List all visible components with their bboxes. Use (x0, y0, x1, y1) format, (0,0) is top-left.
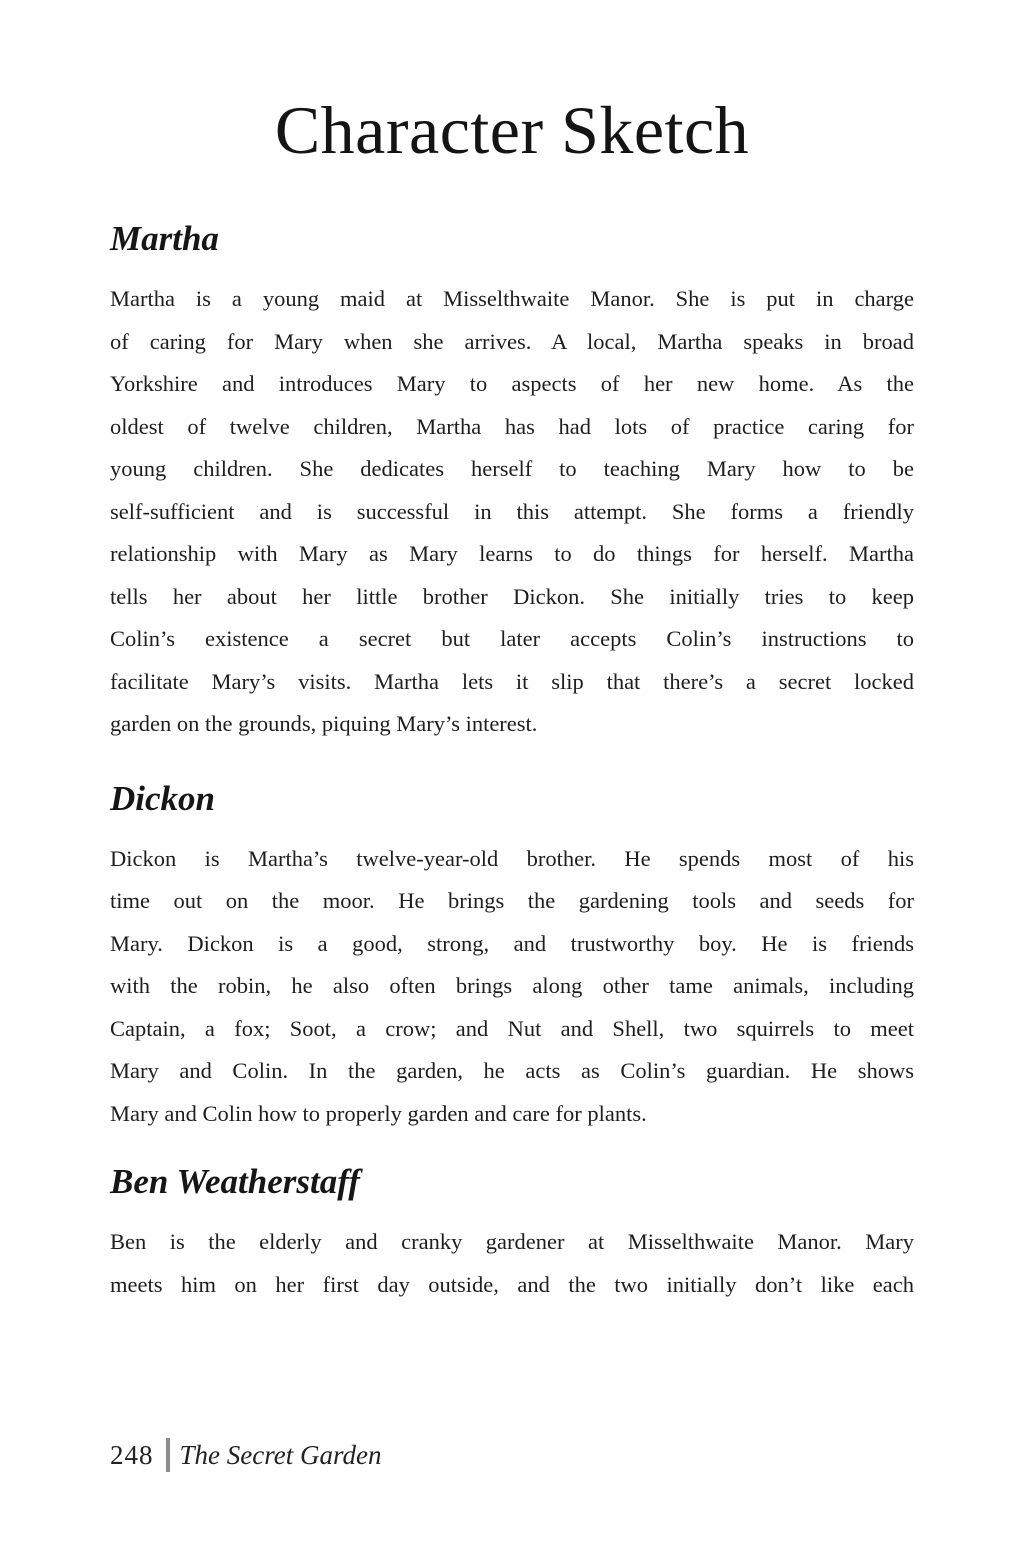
paragraph-line: relationship with Mary as Mary learns to do things for herself. Martha (110, 541, 914, 566)
paragraph-line: Colin’s existence a secret but later accepts Colin’s instructions to (110, 626, 914, 651)
section-heading-ben-weatherstaff: Ben Weatherstaff (110, 1162, 360, 1201)
paragraph-line: time out on the moor. He brings the gardening tools and seeds for (110, 888, 914, 913)
footer-page-number: 248 (110, 1439, 154, 1470)
paragraph-martha (110, 278, 914, 746)
paragraph-line: Dickon is Martha’s twelve-year-old brother. He spends most of his (110, 845, 914, 871)
book-page (0, 92, 1024, 1554)
page-title: Character Sketch (274, 92, 750, 168)
page-footer (110, 1438, 381, 1472)
paragraph-dickon (110, 838, 914, 1136)
paragraph-line: Martha is a young maid at Misselthwaite Manor. She is put in charge (110, 286, 914, 311)
paragraph-line: with the robin, he also often brings along other tame animals, including (110, 973, 914, 998)
paragraph-line: facilitate Mary’s visits. Martha lets it slip that there’s a secret locked (110, 668, 914, 694)
paragraph-line: meets him on her first day outside, and the two initially don’t like each (110, 1271, 914, 1297)
section-dickon (110, 776, 914, 1136)
paragraph-line: Mary and Colin how to properly garden and care for plants. (110, 1100, 647, 1126)
paragraph-line: self-sufficient and is successful in this attempt. She forms a friendly (110, 498, 914, 524)
footer-book-title: The Secret Garden (179, 1439, 382, 1470)
paragraph-line: tells her about her little brother Dickon. She initially tries to keep (110, 583, 914, 609)
paragraph-line: Mary. Dickon is a good, strong, and trustworthy boy. He is friends (110, 930, 914, 956)
section-martha (110, 216, 914, 746)
paragraph-line: Captain, a fox; Soot, a crow; and Nut and Shell, two squirrels to meet (110, 1015, 914, 1041)
paragraph-line: of caring for Mary when she arrives. A local, Martha speaks in broad (110, 328, 914, 354)
footer-divider (166, 1438, 170, 1472)
paragraph-line: young children. She dedicates herself to teaching Mary how to be (110, 456, 914, 481)
section-ben-weatherstaff (110, 1159, 914, 1306)
paragraph-line: Yorkshire and introduces Mary to aspects of her new home. As the (110, 371, 914, 396)
paragraph-line: garden on the grounds, piquing Mary’s interest. (110, 711, 538, 736)
paragraph-line: Ben is the elderly and cranky gardener at Misselthwaite Manor. Mary (110, 1229, 914, 1254)
section-heading-martha: Martha (110, 219, 219, 258)
paragraph-line: oldest of twelve children, Martha has had lots of practice caring for (110, 413, 914, 439)
section-heading-dickon: Dickon (110, 778, 215, 818)
paragraph-ben-weatherstaff (110, 1221, 914, 1306)
paragraph-line: Mary and Colin. In the garden, he acts as Colin’s guardian. He shows (110, 1058, 914, 1083)
